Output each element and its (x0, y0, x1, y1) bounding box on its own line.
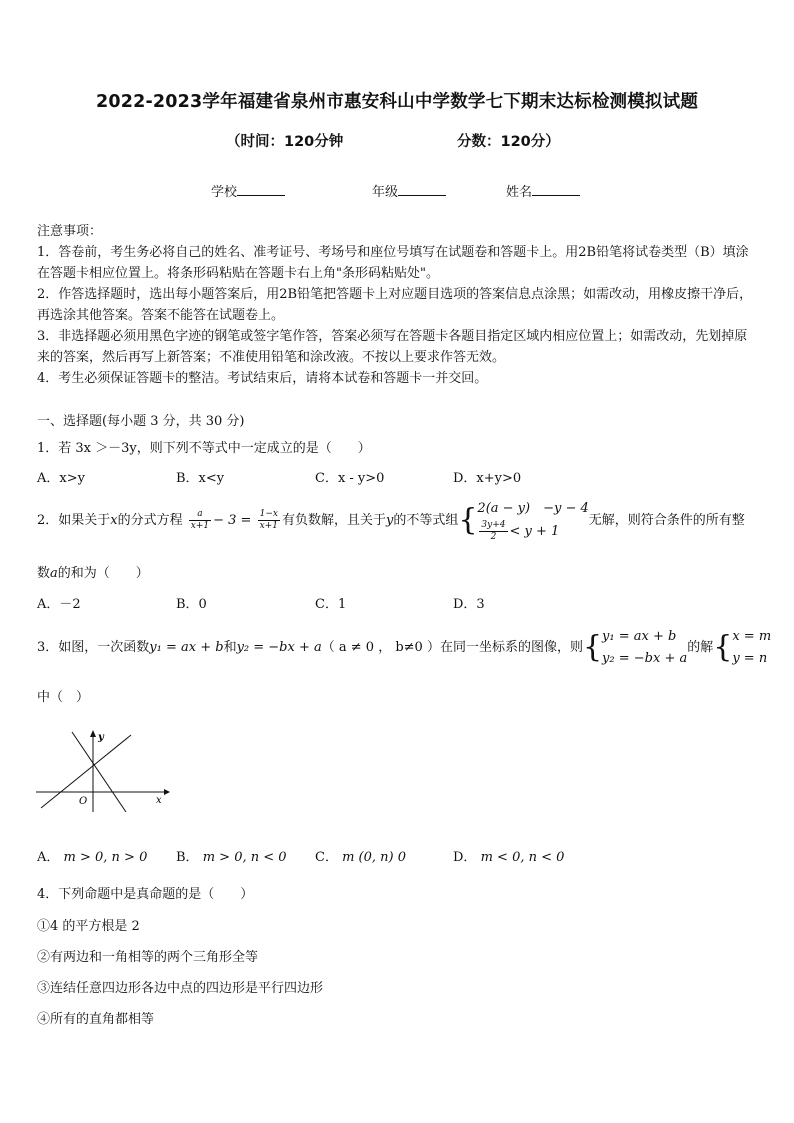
exam-time: （时间：120分钟 (226, 134, 344, 150)
question-2-option-d: D．3 (453, 597, 485, 612)
question-3-line-2: 中（ ） (37, 690, 90, 705)
school-label: 学校 (211, 185, 238, 200)
question-3-equation-system: y₁ = ax + b y₂ = −bx + a (602, 628, 688, 666)
question-2-option-c: C．1 (315, 597, 347, 612)
grade-field (372, 181, 446, 200)
name-label: 姓名 (506, 185, 533, 200)
notice-item: 4．考生必须保证答题卡的整洁。考试结束后，请将本试卷和答题卡一并交回。 (37, 371, 488, 386)
notice-item: 3．非选择题必须用黑色字迹的钢笔或签字笔作答，答案必须写在答题卡各题目指定区域内相应位置上；如需改动，先划掉原来的答案，然后再写上新答案；不准使用铅笔和涂改液。不按以上要求作答无效。 (37, 329, 748, 365)
question-4-stem: 4．下列命题中是真命题的是（ ） (37, 887, 254, 902)
question-4-item: ②有两边和一角相等的两个三角形全等 (37, 950, 259, 965)
question-3-option-a: A． m > 0, n > 0 (37, 850, 148, 865)
question-1-option-d: D．x+y>0 (453, 471, 522, 486)
exam-score: 分数：120分） (457, 134, 560, 150)
question-2-text-c: 有负数解，且关于 (281, 513, 386, 528)
school-blank (237, 183, 285, 196)
question-2-option-b: B．0 (176, 597, 207, 612)
question-2-inequality-system: 2(a − y) −y − 4 $\frac{3y+4}{2}$ < y + 1 (477, 501, 589, 542)
question-2-line-2: 数a的和为（ ） (37, 566, 149, 581)
question-4-item: ④所有的直角都相等 (37, 1012, 155, 1027)
question-4-item: ③连结任意四边形各边中点的四边形是平行四边形 (37, 981, 324, 996)
question-2-text-e: 无解，则符合条件的所有整 (588, 513, 745, 528)
grade-blank (398, 183, 446, 196)
question-2-text-d: 的不等式组 (393, 513, 459, 528)
question-3-function-1: y₁ = ax + b (149, 640, 224, 655)
y-axis-label: y (98, 732, 104, 743)
question-3-brace-1: { (582, 629, 603, 665)
question-2-minus-three: − 3 = (213, 513, 252, 528)
question-2-text-b: 的分式方程 (117, 513, 183, 528)
notice-item: 2．作答选择题时，选出每小题答案后，用2B铅笔把答题卡上对应题目选项的答案信息点涂黑；如需改动，用橡皮擦干净后，再选涂其他答案。答案不能答在试题卷上。 (37, 287, 753, 323)
question-2-brace: { (458, 502, 478, 538)
x-axis-label: x (156, 795, 162, 806)
origin-label: O (79, 796, 88, 807)
question-2-text-a: 2．如果关于 (37, 513, 111, 528)
question-3-solution: x = m y = n (732, 628, 772, 666)
question-2-stem (37, 498, 745, 543)
question-3-stem: 3．如图，一次函数y₁ = ax + b和y₂ = −bx + a（ a ≠ 0 ， b≠0 ）在同一坐标系的图像，则{ y₁ = ax + b y₂ = −bx + a 的解{ x = m y = n (37, 625, 771, 671)
question-3-option-d: D． m < 0, n < 0 (453, 850, 565, 865)
question-2-fraction-2: $\frac{1-x}{x+1}$ (259, 509, 278, 531)
question-1-option-c: C．x - y>0 (315, 471, 385, 486)
notice-item: 1．答卷前，考生务必将自己的姓名、准考证号、考场号和座位号填写在试题卷和答题卡上。用2B铅笔将试卷类型（B）填涂在答题卡相应位置上。将条形码粘贴在答题卡右上角"条形码粘贴处"。 (37, 245, 749, 281)
question-3-brace-2: { (713, 629, 733, 665)
question-3-option-c: C． m (0, n) 0 (315, 850, 407, 865)
question-1-stem: 1．若 3x ＞－3y，则下列不等式中一定成立的是（ ） (37, 441, 371, 456)
x-axis-arrow (164, 789, 170, 795)
school-field (211, 181, 285, 200)
question-2-var-x: x (110, 513, 118, 528)
name-field (506, 181, 580, 200)
y-axis-arrow (90, 730, 96, 737)
question-3-function-2: y₂ = −bx + a (236, 640, 322, 655)
question-2-option-a: A．－2 (37, 597, 81, 612)
section-heading: 一、选择题(每小题 3 分，共 30 分) (37, 414, 245, 429)
notice-heading: 注意事项： (37, 224, 103, 239)
notice-block (37, 221, 759, 389)
grade-label: 年级 (372, 185, 399, 200)
question-3-option-b: B． m > 0, n < 0 (176, 850, 287, 865)
name-blank (532, 183, 580, 196)
page-title: 2022-2023学年福建省泉州市惠安科山中学数学七下期末达标检测模拟试题 (95, 92, 699, 112)
question-1-option-a: A．x>y (37, 471, 85, 486)
question-4-item: ①4 的平方根是 2 (37, 919, 140, 934)
question-2-fraction-1: $\frac{a}{x+1}$ (190, 509, 210, 531)
question-2-var-y: y (385, 513, 394, 528)
question-1-option-b: B．x<y (176, 471, 225, 486)
question-3-graph (36, 728, 170, 812)
